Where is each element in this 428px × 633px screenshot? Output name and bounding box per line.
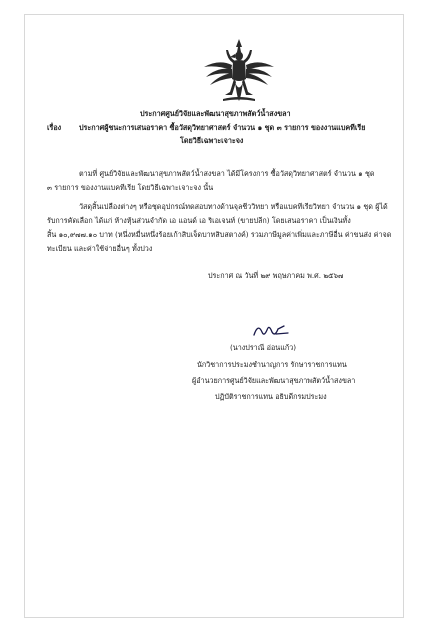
signer-name: (นางปราณี อ่อนแก้ว) [230, 343, 297, 352]
document-page [24, 14, 404, 618]
paragraph-2-line-4: ทะเบียน และค่าใช้จ่ายอื่นๆ ทั้งปวง [47, 244, 153, 253]
subject-line-1: ประกาศผู้ชนะการเสนอราคา ซื้อวัสดุวิทยาศาสตร์ จำนวน ๑ ชุด ๓ รายการ ของงานแบคทีเรีย [79, 123, 366, 132]
signer-position-3: ปฏิบัติราชการแทน อธิบดีกรมประมง [215, 392, 327, 401]
garuda-emblem-icon [199, 37, 279, 107]
paragraph-2-line-2: รับการคัดเลือก ได้แก่ ห้างหุ้นส่วนจำกัด เอ แอนด์ เอ ริเอเจนท์ (ขายปลีก) โดยเสนอราคา เป็นเงินทั้ง [47, 216, 351, 225]
signature-icon [251, 320, 291, 340]
subject-label: เรื่อง [47, 123, 62, 132]
signer-position-2: ผู้อำนวยการศูนย์วิจัยและพัฒนาสุขภาพสัตว์น้ำสงขลา [192, 376, 356, 385]
paragraph-2-line-3: สิ้น ๑๐,๙๗๗.๑๐ บาท (หนึ่งหมื่นหนึ่งร้อยเก้าสิบเจ็ดบาทสิบสตางค์) รวมภาษีมูลค่าเพิ่มและภาษีอื่น ค่าขนส่ง ค่าจด [47, 230, 392, 239]
paragraph-1-line-1: ตามที่ ศูนย์วิจัยและพัฒนาสุขภาพสัตว์น้ำสงขลา ได้มีโครงการ ซื้อวัสดุวิทยาศาสตร์ จำนวน ๑ ชุด [79, 169, 375, 178]
announcement-date: ประกาศ ณ วันที่ ๒๙ พฤษภาคม พ.ศ. ๒๕๖๗ [208, 271, 344, 280]
paragraph-2-line-1: วัสดุสิ้นเปลืองต่างๆ หรือชุดอุปกรณ์ทดสอบทางด้านจุลชีววิทยา หรือแบคทีเรียวิทยา จำนวน ๑ ชุด ผู้ได้ [79, 202, 388, 211]
subject-line-2: โดยวิธีเฉพาะเจาะจง [180, 136, 244, 145]
paragraph-1-line-2: ๓ รายการ ของงานแบคทีเรีย โดยวิธีเฉพาะเจาะจง นั้น [47, 183, 214, 192]
signer-position-1: นักวิชาการประมงชำนาญการ รักษาราชการแทน [197, 360, 347, 369]
agency-title: ประกาศศูนย์วิจัยและพัฒนาสุขภาพสัตว์น้ำสงขลา [140, 109, 291, 118]
